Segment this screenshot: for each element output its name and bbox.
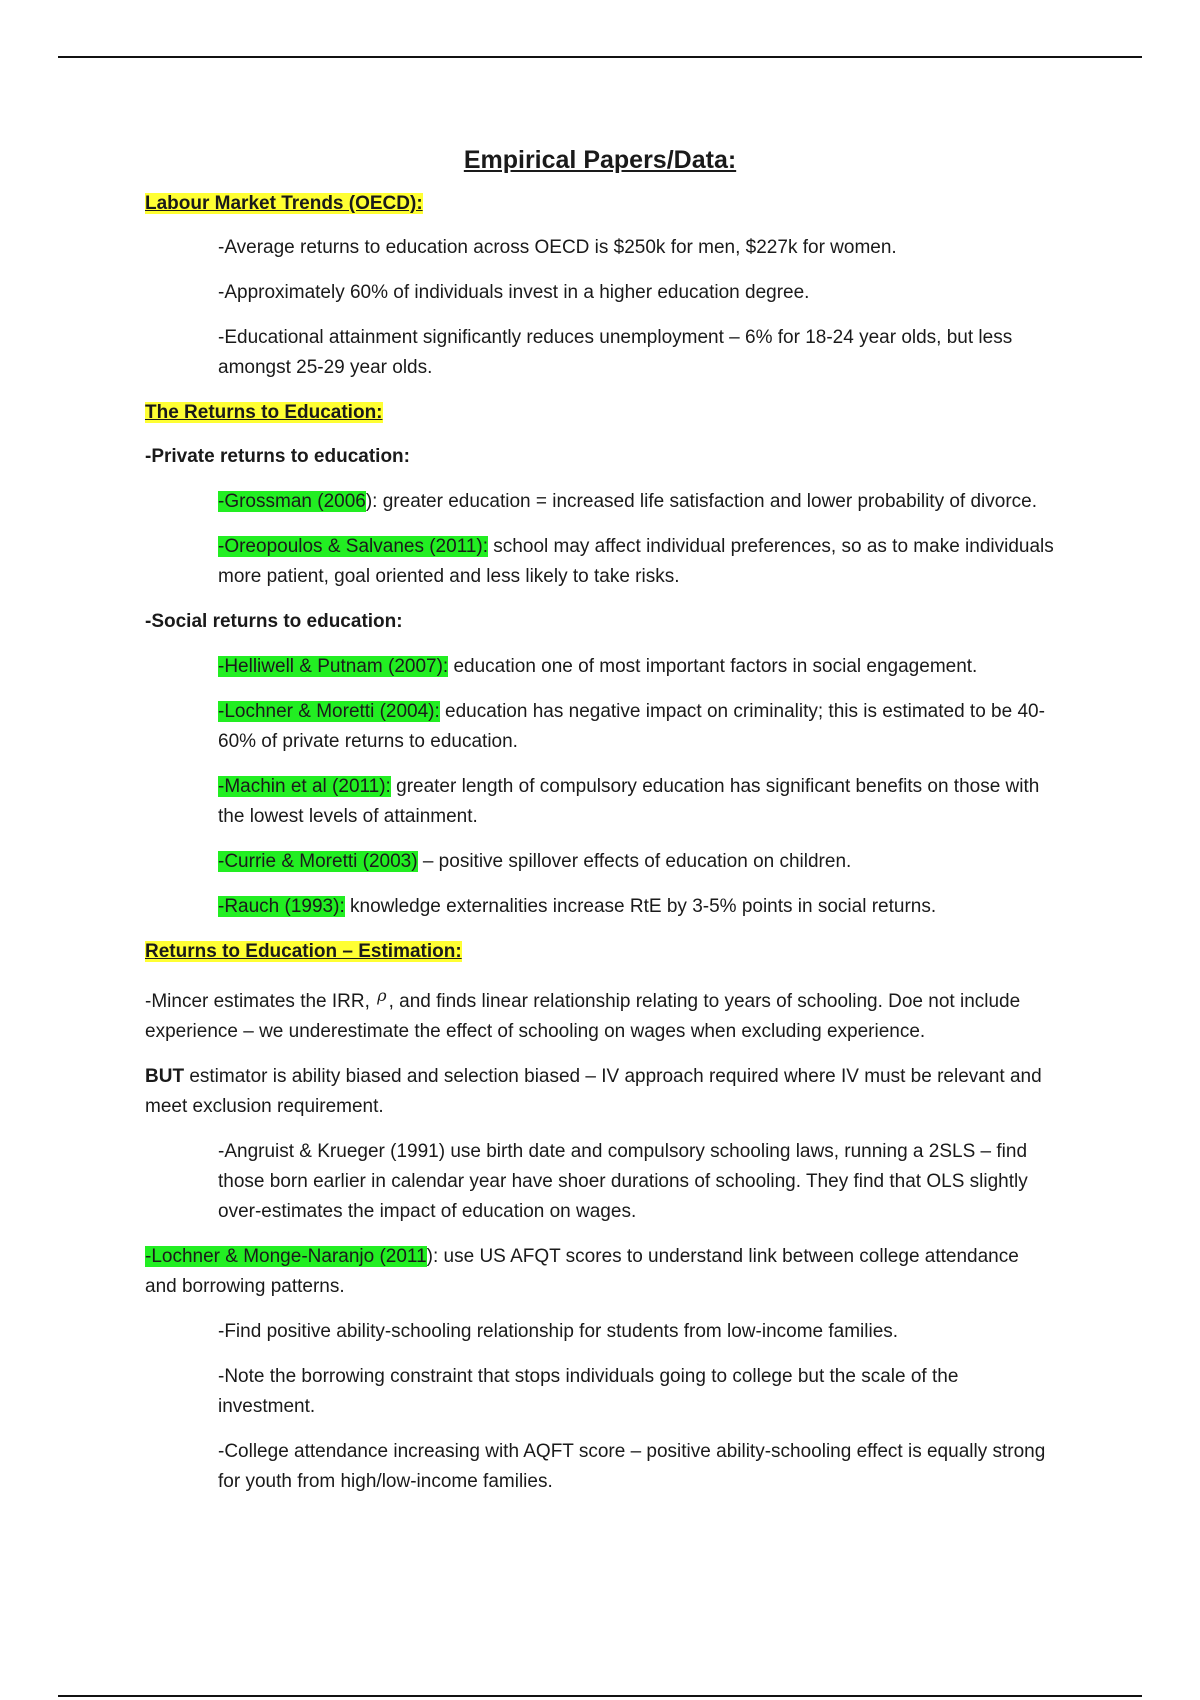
- para-positive-ability: -Find positive ability-schooling relationship for students from low-income families.: [218, 1321, 899, 1342]
- para-helliwell: -Helliwell & Putnam (2007): education one of most important factors in social engagement.: [218, 656, 978, 677]
- citation-machin: -Machin et al (2011):: [218, 776, 391, 797]
- citation-rauch: -Rauch (1993):: [218, 896, 345, 917]
- para-higher-education: -Approximately 60% of individuals invest in a higher education degree.: [218, 282, 810, 303]
- subheading-private-returns: -Private returns to education:: [145, 446, 410, 467]
- rho-symbol: ρ: [377, 986, 387, 1005]
- citation-helliwell: -Helliwell & Putnam (2007):: [218, 656, 449, 677]
- para-lochner-monge: -Lochner & Monge-Naranjo (2011): use US AFQT scores to understand link between college attendance and borrowing patterns.: [145, 1246, 1019, 1297]
- para-currie: -Currie & Moretti (2003) – positive spillover effects of education on children.: [218, 851, 852, 872]
- heading-labour-market: Labour Market Trends (OECD):: [145, 193, 423, 214]
- document-title: Empirical Papers/Data:: [463, 146, 737, 174]
- para-angrist-krueger: -Angruist & Krueger (1991) use birth date and compulsory schooling laws, running a 2SLS – find those born earlier in calendar year have shoer durations of schooling. They find that OLS slightly over-estimates the impact of education on wages.: [218, 1141, 1028, 1222]
- para-mincer: -Mincer estimates the IRR, ρ , and finds linear relationship relating to years of schooling. Doe not include experience – we underestimate the effect of schooling on wages when excluding experience.: [145, 981, 1055, 1047]
- para-college-attendance: -College attendance increasing with AQFT score – positive ability-schooling effect is equally strong for youth from high/low-income families.: [218, 1441, 1046, 1492]
- para-average-returns: -Average returns to education across OECD is $250k for men, $227k for women.: [218, 237, 897, 258]
- citation-lochner-moretti: -Lochner & Moretti (2004):: [218, 701, 440, 722]
- para-unemployment: -Educational attainment significantly reduces unemployment – 6% for 18-24 year olds, but less amongst 25-29 year olds.: [218, 327, 1013, 378]
- citation-currie: -Currie & Moretti (2003): [218, 851, 418, 872]
- para-machin: -Machin et al (2011): greater length of compulsory education has significant benefits on those with the lowest levels of attainment.: [218, 776, 1040, 827]
- para-oreopoulos: -Oreopoulos & Salvanes (2011): school may affect individual preferences, so as to make individuals more patient, goal oriented and less likely to take risks.: [218, 536, 1054, 587]
- para-lochner-moretti: -Lochner & Moretti (2004): education has negative impact on criminality; this is estimated to be 40-60% of private returns to education.: [218, 701, 1045, 752]
- para-grossman: -Grossman (2006): greater education = increased life satisfaction and lower probability of divorce.: [218, 491, 1038, 512]
- para-rauch: -Rauch (1993): knowledge externalities increase RtE by 3-5% points in social returns.: [218, 896, 937, 917]
- para-borrowing-constraint: -Note the borrowing constraint that stops individuals going to college but the scale of the investment.: [218, 1366, 959, 1417]
- top-rule: [58, 56, 1142, 58]
- bottom-rule: [58, 1695, 1142, 1697]
- para-but-estimator: BUT estimator is ability biased and selection biased – IV approach required where IV must be relevant and meet exclusion requirement.: [145, 1066, 1042, 1117]
- citation-grossman: -Grossman (2006: [218, 491, 366, 512]
- document-body: [145, 143, 1055, 1512]
- citation-oreopoulos: -Oreopoulos & Salvanes (2011):: [218, 536, 489, 557]
- citation-lochner-monge: -Lochner & Monge-Naranjo (2011: [145, 1246, 427, 1267]
- heading-estimation: Returns to Education – Estimation:: [145, 941, 462, 962]
- subheading-social-returns: -Social returns to education:: [145, 611, 403, 632]
- heading-returns-to-education: The Returns to Education:: [145, 402, 383, 423]
